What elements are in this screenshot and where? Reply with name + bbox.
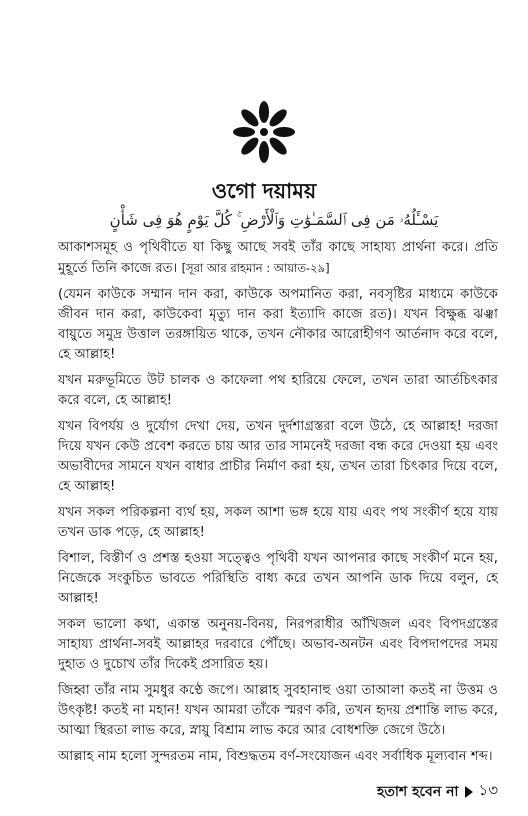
verse-reference: [সূরা আর রাহমান : আয়াত-২৯] bbox=[181, 261, 330, 275]
triangle-right-icon bbox=[465, 786, 473, 798]
paragraph: জিহ্বা তাঁর নাম সুমধুর কণ্ঠে জপে। আল্লাহ সুবহানাহু ওয়া তাআলা কতই না উত্তম ও উৎকৃষ্ট! কতই না মহান! যখন আমরা তাঁকে স্মরণ করি, তখন হৃদয় প্রশান্তি লাভ করে, আত্মা স্থিরতা লাভ করে, স্নায়ু বিশ্রাম লাভ করে আর বোধশক্তি জেগে উঠে। bbox=[58, 683, 498, 738]
page-footer bbox=[377, 779, 498, 804]
book-title: হতাশ হবেন না bbox=[377, 783, 459, 800]
body-text bbox=[58, 238, 498, 773]
paragraph: যখন মরুভূমিতে উট চালক ও কাফেলা পথ হারিয়ে ফেলে, তখন তারা আর্তচিৎকার করে বলে, হে আল্লাহ! bbox=[58, 373, 498, 408]
flower-ornament-icon bbox=[232, 100, 296, 164]
paragraph: (যেমন কাউকে সম্মান দান করা, কাউকে অপমানিত করা, নবসৃষ্টির মাধ্যমে কাউকে জীবন দান করা, কাউকেবা মৃত্যু দান করা ইত্যাদি কাজে রত)। যখন বিক্ষুব্ধ ঝঞ্ঝা বায়ুতে সমুদ্র উত্তাল তরঙ্গায়িত থাকে, তখন নৌকার আরোহীগণ আর্তনাদ করে বলে, হে আল্লাহ! bbox=[58, 287, 498, 362]
quran-verse: يَسْـَٔلُهُۥ مَن فِى ٱلسَّمَـٰوَٰتِ وَٱلْأَرْضِ ۚ كُلَّ يَوْمٍ هُوَ فِى شَأْنٍ bbox=[109, 211, 439, 229]
paragraph: বিশাল, বিস্তীর্ণ ও প্রশস্ত হওয়া সত্ত্বেও পৃথিবী যখন আপনার কাছে সংকীর্ণ মনে হয়, নিজেকে সংকুচিত ভাবতে পরিস্থিতি বাধ্য করে তখন আপনি ডাক দিয়ে বলুন, হে আল্লাহ! bbox=[58, 551, 498, 606]
page-number: ১৩ bbox=[478, 781, 498, 799]
paragraph: সকল ভালো কথা, একান্ত অনুনয়-বিনয়, নিরপরাধীর আঁখিজল এবং বিপদগ্রস্তের সাহায্য প্রার্থনা-সবই আল্লাহর দরবারে পৌঁছে। অভাব-অনটন এবং বিপদাপদের সময় দুহাত ও দুচোখ তাঁর দিকেই প্রসারিত হয়। bbox=[58, 617, 498, 672]
paragraph: যখন বিপর্যয় ও দুর্যোগ দেখা দেয়, তখন দুর্দশাগ্রস্তরা বলে উঠে, হে আল্লাহ! দরজা দিয়ে যখন কেউ প্রবেশ করতে চায় আর তার সামনেই দরজা বন্ধ করে দেওয়া হয় এবং অভাবীদের সামনে যখন বাধার প্রাচীর নির্মাণ করা হয়, তখন তারা চিৎকার দিয়ে বলে, হে আল্লাহ! bbox=[58, 419, 498, 494]
paragraph: আল্লাহ নাম হলো সুন্দরতম নাম, বিশুদ্ধতম বর্ণ-সংযোজন এবং সর্বাধিক মূল্যবান শব্দ। bbox=[58, 749, 493, 764]
paragraph: যখন সকল পরিকল্পনা ব্যর্থ হয়, সকল আশা ভঙ্গ হয়ে যায় এবং পথ সংকীর্ণ হয়ে যায় তখন ডাক পড়ে, হে আল্লাহ! bbox=[58, 505, 498, 540]
paragraph: আকাশসমূহ ও পৃথিবীতে যা কিছু আছে সবই তাঁর কাছে সাহায্য প্রার্থনা করে। প্রতি মুহূর্তে তিনি কাজে রত। [সূরা আর রাহমান : আয়াত-২৯] bbox=[58, 240, 498, 276]
chapter-title: ওগো দয়াময় bbox=[211, 179, 317, 203]
